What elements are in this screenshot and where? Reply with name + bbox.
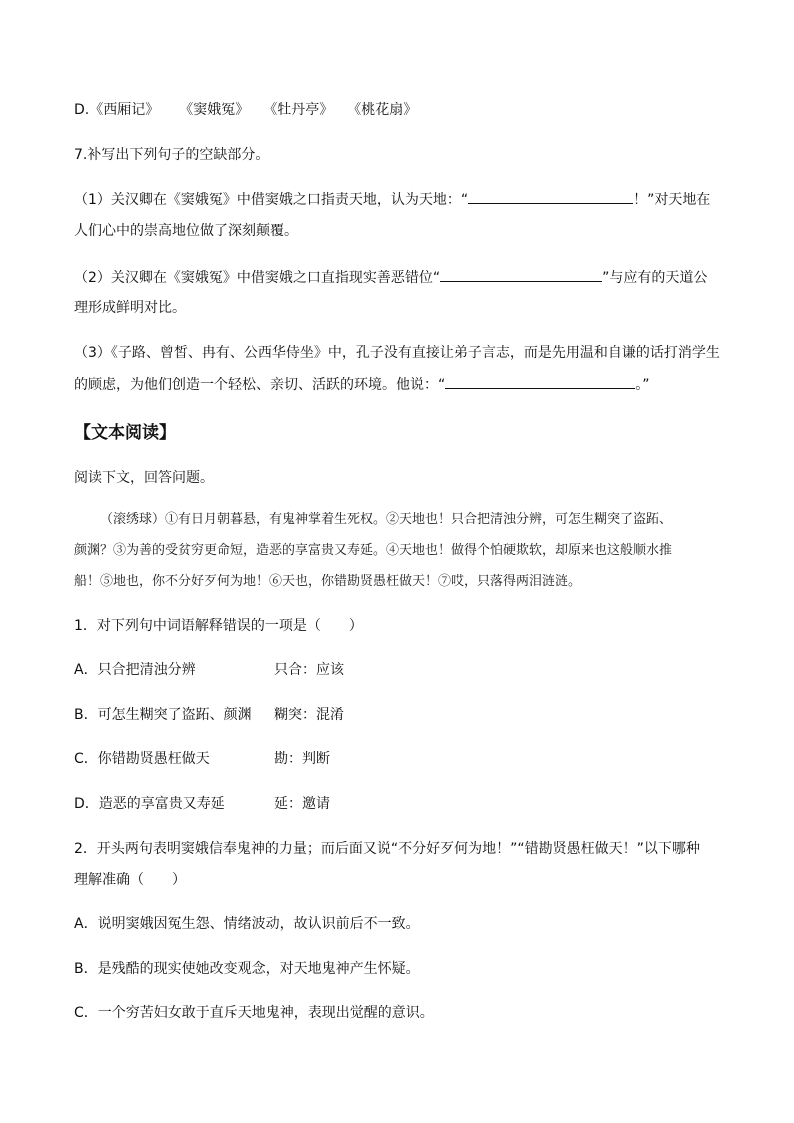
- choice-c[interactable]: C．一个穷苦妇女敢于直斥天地鬼神，表现出觉醒的意识。: [74, 1005, 434, 1021]
- choice-c[interactable]: [74, 749, 330, 769]
- question-7-1: [74, 189, 710, 210]
- choice-text: D．造恶的享富贵又寿延: [74, 796, 225, 812]
- answer-blank[interactable]: [440, 267, 602, 282]
- option-item: 《牡丹亭》: [263, 102, 334, 118]
- choice-b[interactable]: [74, 705, 344, 725]
- option-item: 《西厢记》: [89, 102, 160, 118]
- choice-text: B．可怎生糊突了盗跖、颜渊: [74, 707, 252, 723]
- option-label: D.: [74, 102, 90, 118]
- option-d-line: [74, 100, 417, 120]
- passage-line: 船！⑤地也，你不分好歹何为地！⑥天也，你错勘贤愚枉做天！⑦哎，只落得两泪涟涟。: [74, 574, 582, 589]
- question-7-1-cont: 人们心中的崇高地位做了深刻颠覆。: [74, 223, 298, 239]
- choice-d[interactable]: [74, 794, 330, 814]
- question-7-2-cont: 理形成鲜明对比。: [74, 300, 186, 316]
- section-title: 【文本阅读】: [74, 423, 176, 443]
- question-text: ”与应有的天道公: [602, 270, 708, 286]
- choice-a[interactable]: [74, 660, 344, 680]
- question-text: 。”: [635, 377, 650, 393]
- choice-gloss: 只合：应该: [274, 662, 344, 678]
- question-2-cont: 理解准确（ ）: [74, 872, 186, 888]
- question-7-2: [74, 267, 707, 288]
- answer-blank[interactable]: [445, 374, 635, 389]
- option-item: 《窦娥冤》: [179, 102, 250, 118]
- passage-line: 颜渊？③为善的受贫穷更命短，造恶的享富贵又寿延。④天地也！做得个怕硬欺软，却原来也这般顺水推: [74, 543, 673, 558]
- passage-line: （滚绣球）①有日月朝暮悬，有鬼神掌着生死权。②天地也！只合把清浊分辨，可怎生糊突了盗跖、: [100, 512, 673, 527]
- choice-gloss: 延：邀请: [274, 796, 330, 812]
- choice-text: C．你错勘贤愚枉做天: [74, 751, 210, 767]
- question-1: 1．对下列句中词语解释错误的一项是（ ）: [74, 618, 363, 634]
- reading-instruction: 阅读下文，回答问题。: [74, 470, 214, 486]
- question-2: 2．开头两句表明窦娥信奉鬼神的力量；而后面又说“不分好歹何为地！”“错勘贤愚枉做天！”以下哪种: [74, 841, 700, 857]
- question-7-3: （3）《子路、曾皙、冉有、公西华侍坐》中，孔子没有直接让弟子言志，而是先用温和自谦的话打消学生: [74, 345, 720, 361]
- question-text: （2）关汉卿在《窦娥冤》中借窦娥之口直指现实善恶错位“: [74, 270, 441, 286]
- choice-gloss: 糊突：混淆: [274, 707, 344, 723]
- answer-blank[interactable]: [468, 189, 633, 204]
- choice-text: A．只合把清浊分辨: [74, 662, 196, 678]
- option-item: 《桃花扇》: [347, 102, 418, 118]
- choice-a[interactable]: A．说明窦娥因冤生怨、情绪波动，故认识前后不一致。: [74, 916, 420, 932]
- choice-b[interactable]: B．是残酷的现实使她改变观念，对天地鬼神产生怀疑。: [74, 961, 420, 977]
- question-text: 的顾虑，为他们创造一个轻松、亲切、活跃的环境。他说：“: [74, 377, 446, 393]
- question-7-title: 7.补写出下列句子的空缺部分。: [74, 147, 270, 163]
- choice-gloss: 勘：判断: [274, 751, 330, 767]
- question-text: （1）关汉卿在《窦娥冤》中借窦娥之口指责天地，认为天地：“: [74, 192, 469, 208]
- question-text: ！”对天地在: [633, 192, 711, 208]
- question-7-3-cont: [74, 374, 650, 395]
